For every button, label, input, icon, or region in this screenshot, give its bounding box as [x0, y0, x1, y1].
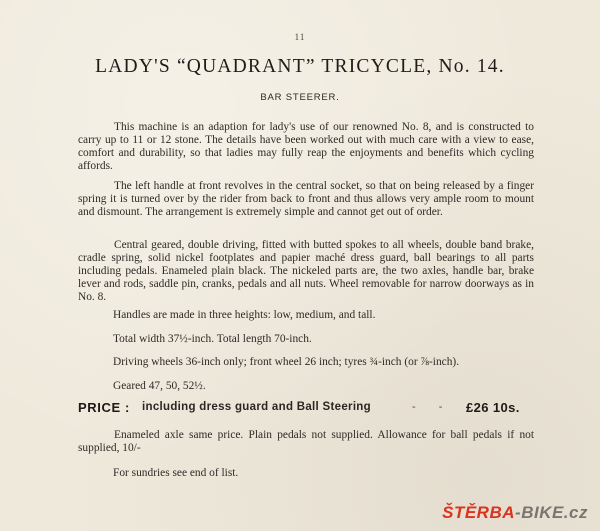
price-row — [78, 400, 568, 416]
spec-gearing: Geared 47, 50, 52½. — [113, 380, 206, 392]
handle-paragraph: The left handle at front revolves in the central socket, so that on being released by a finger spring it is turned over by the rider from back to front and thus allows very ample room to mount and dismount. The arrangement is extremely simple and cannot get out of order. — [78, 180, 534, 218]
watermark-suffix: -BIKE.cz — [515, 503, 588, 522]
page-number: 11 — [294, 32, 306, 42]
sundries-note: For sundries see end of list. — [113, 467, 239, 479]
spec-wheels: Driving wheels 36-inch only; front wheel 26 inch; tyres ¾-inch (or ⅞-inch). — [113, 356, 460, 368]
axle-note: Enameled axle same price. Plain pedals not supplied. Allowance for ball pedals if not supplied, 10/- — [78, 429, 534, 454]
construction-paragraph: Central geared, double driving, fitted with butted spokes to all wheels, double band brake, cradle spring, solid nickel footplates and papier maché dress guard, ball bearings to all parts including pedals. Enameled plain black. The nickeled parts are, the two axles, handle bar, brake lever and rods, saddle pin, cranks, pedals and all nuts. Wheel removable for narrow doorways as in No. 8. — [78, 239, 534, 303]
spec-dimensions: Total width 37½-inch. Total length 70-inch. — [113, 333, 312, 345]
site-watermark — [442, 503, 588, 523]
watermark-brand: ŠTĚRBA — [442, 503, 516, 522]
page-subtitle: BAR STEERER. — [260, 92, 340, 103]
price-leader: - - - — [412, 401, 480, 413]
price-label: PRICE : — [78, 400, 130, 415]
price-description: including dress guard and Ball Steering — [142, 401, 371, 413]
spec-handles: Handles are made in three heights: low, medium, and tall. — [113, 309, 376, 321]
intro-paragraph: This machine is an adaption for lady's use of our renowned No. 8, and is constructed to carry up to 11 or 12 stone. The details have been worked out with much care with a view to ease, comfort and durability, so that ladies may fully reap the enjoyments and benefits which cycling affords. — [78, 121, 534, 172]
page-title: LADY'S “QUADRANT” TRICYCLE, No. 14. — [95, 56, 505, 77]
price-amount: £26 10s. — [466, 400, 520, 415]
